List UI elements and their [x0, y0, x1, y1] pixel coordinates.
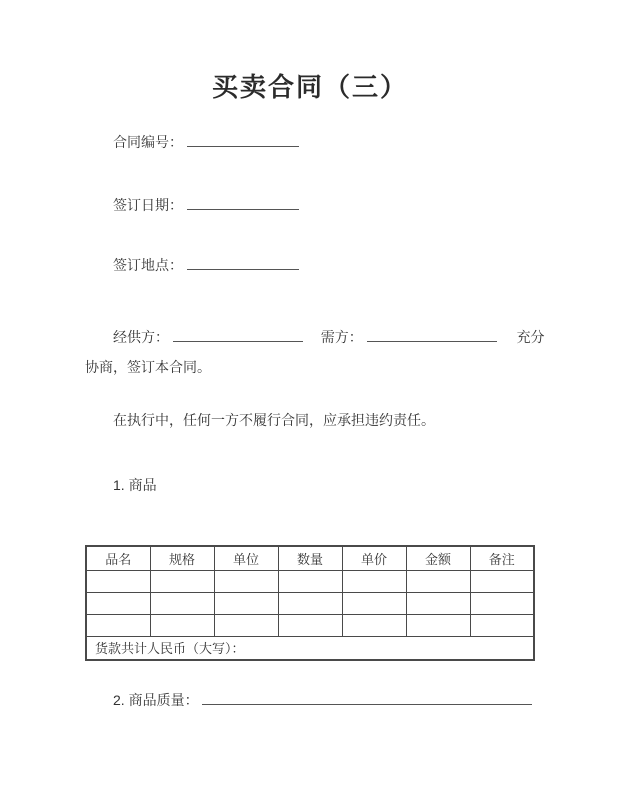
breach-clause: 在执行中，任何一方不履行合同，应承担违约责任。 [113, 412, 435, 428]
contract-number-blank-line [187, 132, 299, 147]
signing-place-field [85, 255, 535, 275]
table-row [86, 570, 534, 592]
supplier-label: 经供方： [113, 329, 169, 345]
empty-cell [86, 592, 150, 614]
buyer-label: 需方： [320, 329, 363, 345]
section-1-heading: 1. 商品 [113, 477, 157, 493]
document-content [0, 70, 619, 710]
intro-line1-tail: 充分 [516, 329, 545, 345]
contract-number-label: 合同编号： [113, 134, 183, 150]
section-2-label: 2. 商品质量： [113, 692, 199, 708]
col-header-amount: 金额 [406, 546, 470, 570]
empty-cell [470, 614, 534, 636]
empty-cell [214, 592, 278, 614]
intro-line-1 [85, 322, 545, 352]
goods-table-footer [86, 636, 534, 660]
signing-date-label: 签订日期： [113, 197, 183, 213]
empty-cell [406, 570, 470, 592]
goods-table-header [86, 546, 534, 570]
intro-paragraph [85, 322, 545, 382]
col-header-remarks: 备注 [470, 546, 534, 570]
empty-cell [342, 614, 406, 636]
goods-table-body [86, 570, 534, 636]
buyer-blank-line [367, 327, 497, 342]
total-amount-in-words-label: 货款共计人民币（大写）： [86, 636, 534, 660]
col-header-product-name: 品名 [86, 546, 150, 570]
empty-cell [278, 614, 342, 636]
intro-line-2: 协商，签订本合同。 [85, 359, 211, 375]
table-header-row [86, 546, 534, 570]
empty-cell [342, 592, 406, 614]
empty-cell [86, 614, 150, 636]
supplier-blank-line [173, 327, 303, 342]
empty-cell [150, 570, 214, 592]
page-title: 买卖合同（三） [211, 72, 408, 102]
empty-cell [214, 614, 278, 636]
empty-cell [150, 614, 214, 636]
col-header-quantity: 数量 [278, 546, 342, 570]
goods-table [85, 545, 535, 661]
table-row [86, 592, 534, 614]
empty-cell [406, 592, 470, 614]
signing-date-blank-line [187, 195, 299, 210]
col-header-unit: 单位 [214, 546, 278, 570]
table-footer-row [86, 636, 534, 660]
empty-cell [470, 592, 534, 614]
empty-cell [278, 592, 342, 614]
signing-date-field [85, 195, 535, 215]
signing-place-label: 签订地点： [113, 257, 183, 273]
empty-cell [150, 592, 214, 614]
empty-cell [278, 570, 342, 592]
empty-cell [470, 570, 534, 592]
empty-cell [342, 570, 406, 592]
contract-number-field [85, 132, 535, 152]
signing-place-blank-line [187, 255, 299, 270]
section-2-field [85, 690, 535, 710]
empty-cell [214, 570, 278, 592]
empty-cell [86, 570, 150, 592]
col-header-unit-price: 单价 [342, 546, 406, 570]
empty-cell [406, 614, 470, 636]
col-header-spec: 规格 [150, 546, 214, 570]
table-row [86, 614, 534, 636]
product-quality-blank-line [202, 690, 532, 705]
